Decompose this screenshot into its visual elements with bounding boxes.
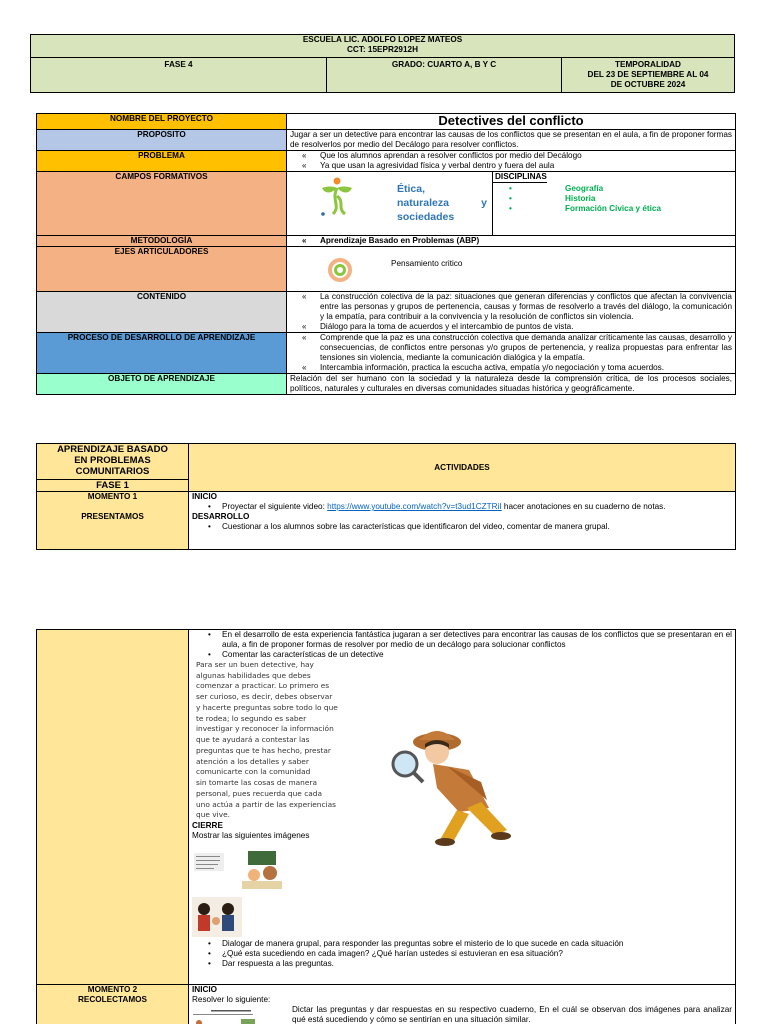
temporalidad-label: TEMPORALIDAD (615, 60, 681, 69)
detective-line: que vive. (196, 810, 230, 820)
detective-line: preguntas que te has hecho, prestar (196, 745, 331, 755)
metodologia-label: METODOLOGÍA (37, 236, 287, 247)
desarrollo-heading: DESARROLLO (192, 512, 250, 521)
fase-cell (31, 58, 327, 93)
contenido-label: CONTENIDO (37, 292, 287, 333)
eje-text: Pensamiento critico (391, 259, 463, 268)
disciplinas-box (492, 172, 735, 235)
momento1-label: MOMENTO 1 (87, 492, 138, 501)
detective-text-block (196, 660, 366, 821)
cierre-text: Mostrar las siguientes imágenes (192, 831, 310, 841)
momento1-name: PRESENTAMOS (81, 512, 144, 521)
pda-item: « Intercambia información, practica la escucha activa, empatía y/o negociación y toma acuerdos. (290, 363, 732, 373)
ejes-label: EJES ARTICULADORES (37, 247, 287, 292)
inicio2-heading: INICIO (192, 985, 218, 994)
grado-label: GRADO: CUARTO A, B Y C (391, 60, 497, 69)
campos-cell (287, 172, 736, 236)
detective-line: personal, pues recuerda que cada (196, 788, 323, 798)
detective-line: investigar y reconocer la información (196, 724, 334, 734)
inicio-heading: INICIO (192, 492, 218, 501)
campo-line-3: sociedades (397, 211, 455, 223)
resolver-text: Resolver lo siguiente: (192, 995, 271, 1004)
disciplinas-label: DISCIPLINAS (495, 172, 547, 181)
contenido-item: « Diálogo para la toma de acuerdos y el intercambio de puntos de vista. (290, 322, 732, 332)
grado-cell (327, 58, 562, 93)
school-cct: CCT: 15EPR2912H (347, 45, 418, 54)
cierre-heading: CIERRE (192, 821, 223, 831)
abpc-line-2: EN PROBLEMAS (74, 455, 151, 466)
activities-table (36, 443, 736, 550)
campo-line-1: Ética, (397, 183, 426, 195)
project-name-label: NOMBRE DEL PROYECTO (37, 114, 287, 130)
ejes-cell (287, 247, 736, 292)
contenido-item: « La construcción colectiva de la paz: situaciones que generan diferencias y conflictos que afectan la convivencia entre las personas y grupos de pertenencia, causas y formas de resolverlo a través del diálogo, la comunicación y la empatía, para contribuir a la convivencia y la resolución de conflictos sin violencia. (290, 292, 732, 322)
school-header (31, 35, 735, 58)
detective-line: que te ayudará a contestar las (196, 735, 310, 745)
project-name: Detectives del conflicto (287, 114, 736, 130)
momento1-continued (37, 630, 189, 985)
desarrollo-item: • Cuestionar a los alumnos sobre las características que identificaron del video, comentar de manera grupal. (192, 522, 732, 532)
campo-name (397, 182, 487, 224)
detective-line: algunas habilidades que debes (196, 670, 311, 680)
pda-label: PROCESO DE DESARROLLO DE APRENDIZAJE (37, 333, 287, 374)
temporalidad-cell (562, 58, 735, 93)
page2-item: • En el desarrollo de esta experiencia fantástica jugaran a ser detectives para encontrar las causas de los conflictos que se presentaran en el aula, a fin de proponer formas de resolver por medio de un decálogo para solucionar conflictos (192, 630, 732, 650)
cierre-item: • Dar respuesta a las preguntas. (192, 959, 732, 969)
disciplina-item: • Geografía (493, 184, 735, 194)
detective-line: sin tomarte las cosas de manera (196, 778, 317, 788)
proposito-text: Jugar a ser un detective para encontrar las causas de los conflictos que se presentan en el aula, a fin de proponer formas de resolverlos por medio del Decálogo para resolver conflictos. (287, 130, 736, 151)
cierre-item: • ¿Qué esta sucediendo en cada imagen? ¿Qué harían ustedes si estuvieran en esa situación? (192, 949, 732, 959)
detective-line: comenzar a practicar. Lo primero es (196, 681, 330, 691)
video-link[interactable]: https://www.youtube.com/watch?v=t3ud1CZTRiI (327, 502, 502, 511)
disciplina-item: • Formación Cívica y ética (493, 204, 735, 214)
momento2-label: MOMENTO 2 (87, 985, 138, 994)
header-table (30, 34, 735, 93)
problema-cell (287, 151, 736, 172)
inicio-pre: Proyectar el siguiente video: (222, 502, 328, 511)
detective-line: uno actúa a partir de las experiencias (196, 799, 336, 809)
abpc-header (37, 444, 189, 480)
situation-image-1 (192, 847, 288, 891)
campo-line-2: naturaleza (397, 197, 449, 209)
problema-item: « Que los alumnos aprendan a resolver conflictos por medio del Decálogo (290, 151, 732, 161)
metodologia-text: « Aprendizaje Basado en Problemas (ABP) (290, 236, 732, 246)
detective-line: comunicarte con la comunidad (196, 767, 311, 777)
campo-logo-icon (317, 176, 357, 220)
momento2-activities (189, 985, 736, 1024)
inicio-item (192, 502, 732, 512)
page2-activities (189, 630, 736, 985)
project-table (36, 113, 736, 395)
detective-line: Para ser un buen detective, hay (196, 660, 314, 669)
page2-item: • Comentar las características de un detective (192, 650, 732, 660)
temporalidad-dates-2: DE OCTUBRE 2024 (610, 80, 686, 89)
temporalidad-dates-1: DEL 23 DE SEPTIEMBRE AL 04 (587, 70, 709, 79)
objeto-label: OBJETO DE APRENDIZAJE (37, 374, 287, 395)
fase1-label: FASE 1 (37, 480, 189, 492)
detective-line: ser curioso, es decir, debes observar (196, 692, 333, 702)
abpc-line-3: COMUNITARIOS (75, 466, 150, 477)
proposito-label: PROPOSITO (37, 130, 287, 151)
worksheet-thumbnail (191, 1009, 271, 1024)
momento1-activities (189, 492, 736, 550)
school-name: ESCUELA LIC. ADOLFO LOPEZ MATEOS (302, 35, 463, 44)
dictar-text: Dictar las preguntas y dar respuestas en su respectivo cuaderno, En el cuál se observan dos imágenes para analizar qué está sucediendo y cómo se sentirían en una situación similar. (292, 1005, 732, 1024)
detective-line: y hacerte preguntas sobre todo lo que (196, 702, 338, 712)
pensamiento-critico-icon (327, 257, 353, 283)
momento1-cell (37, 492, 189, 550)
pda-item: « Comprende que la paz es una construcción colectiva que demanda analizar críticamente las causas, desarrollo y consecuencias, de conflictos entre personas y/o grupos de pertenencia, y realiza propuestas para enfrentar las tensiones sin violencia, mediante la comunicación dialógica y la empatía. (290, 333, 732, 363)
campo-y: y (481, 197, 487, 209)
problema-label: PROBLEMA (37, 151, 287, 172)
metodologia-cell (287, 236, 736, 247)
contenido-cell (287, 292, 736, 333)
momento2-name: RECOLECTAMOS (78, 995, 147, 1004)
detective-line: te rodea; lo segundo es saber (196, 713, 307, 723)
inicio-post: hacer anotaciones en su cuaderno de notas. (501, 502, 666, 511)
detective-line: atención a los detalles y saber (196, 756, 309, 766)
page2-table (36, 629, 736, 1024)
problema-item: « Ya que usan la agresividad física y verbal dentro y fuera del aula (290, 161, 732, 171)
detective-illustration (377, 718, 537, 848)
disciplina-item: • Historia (493, 194, 735, 204)
situation-image-2 (192, 897, 242, 937)
campos-label: CAMPOS FORMATIVOS (37, 172, 287, 236)
cierre-item: • Dialogar de manera grupal, para responder las preguntas sobre el misterio de lo que sucede en cada situación (192, 939, 732, 949)
actividades-header: ACTIVIDADES (189, 444, 736, 492)
pda-cell (287, 333, 736, 374)
abpc-line-1: APRENDIZAJE BASADO (57, 444, 168, 455)
objeto-text: Relación del ser humano con la sociedad y la naturaleza desde la comprensión crítica, de los procesos sociales, políticos, naturales y culturales en diversas comunidades situadas histórica y geográficamente. (287, 374, 736, 395)
momento2-cell (37, 985, 189, 1024)
fase-label: FASE 4 (164, 60, 193, 69)
